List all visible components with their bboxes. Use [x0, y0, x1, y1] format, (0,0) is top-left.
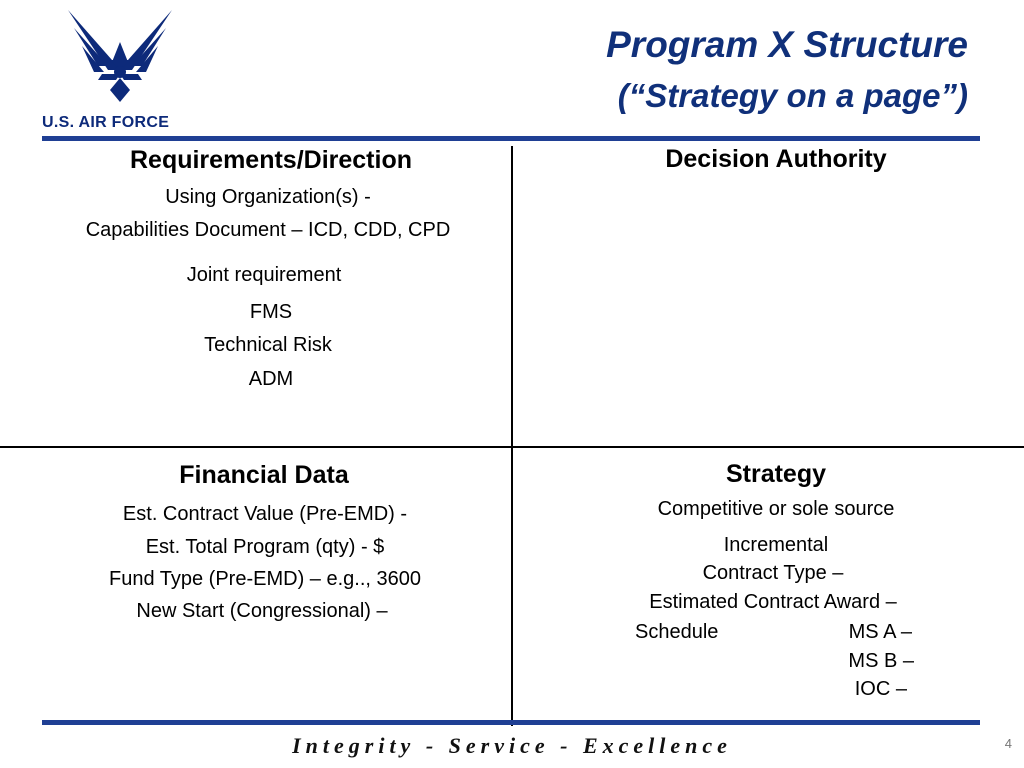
page-title: Program X Structure: [606, 24, 968, 65]
strategy-ioc: IOC –: [854, 678, 907, 700]
strategy-ms-b: MS B –: [848, 650, 914, 672]
logo-text: U.S. AIR FORCE: [42, 114, 170, 131]
decision-heading: Decision Authority: [665, 145, 887, 173]
requirements-heading: Requirements/Direction: [129, 146, 412, 174]
financial-heading: Financial Data: [179, 461, 349, 489]
strategy-schedule-label: Schedule: [635, 621, 719, 643]
horizontal-grid-line: [0, 446, 1024, 448]
financial-line: Est. Contract Value (Pre-EMD) -: [122, 503, 408, 525]
requirements-line: FMS: [249, 301, 293, 323]
page-subtitle: (“Strategy on a page”): [617, 77, 968, 114]
requirements-line: Using Organization(s) -: [165, 186, 371, 208]
strategy-competitive: Competitive or sole source: [657, 498, 895, 520]
strategy-contract-type: Contract Type –: [702, 562, 844, 584]
financial-line: New Start (Congressional) –: [136, 600, 388, 622]
footer-motto: Integrity - Service - Excellence: [292, 733, 732, 758]
air-force-logo: [40, 8, 200, 134]
financial-line: Fund Type (Pre-EMD) – e.g.., 3600: [108, 568, 421, 590]
strategy-contract-award: Estimated Contract Award –: [649, 591, 897, 613]
financial-line: Est. Total Program (qty) - $: [145, 536, 385, 558]
strategy-ms-a: MS A –: [848, 621, 912, 643]
strategy-incremental: Incremental: [723, 534, 829, 556]
requirements-line: Technical Risk: [204, 334, 332, 356]
air-force-wings-icon: [68, 8, 172, 108]
page-number: 4: [1004, 736, 1012, 751]
requirements-line: ADM: [248, 368, 294, 390]
requirements-line: Capabilities Document – ICD, CDD, CPD: [85, 219, 451, 241]
strategy-heading: Strategy: [725, 460, 827, 488]
bottom-divider: [42, 720, 980, 725]
requirements-line: Joint requirement: [186, 264, 342, 286]
top-divider: [42, 136, 980, 141]
